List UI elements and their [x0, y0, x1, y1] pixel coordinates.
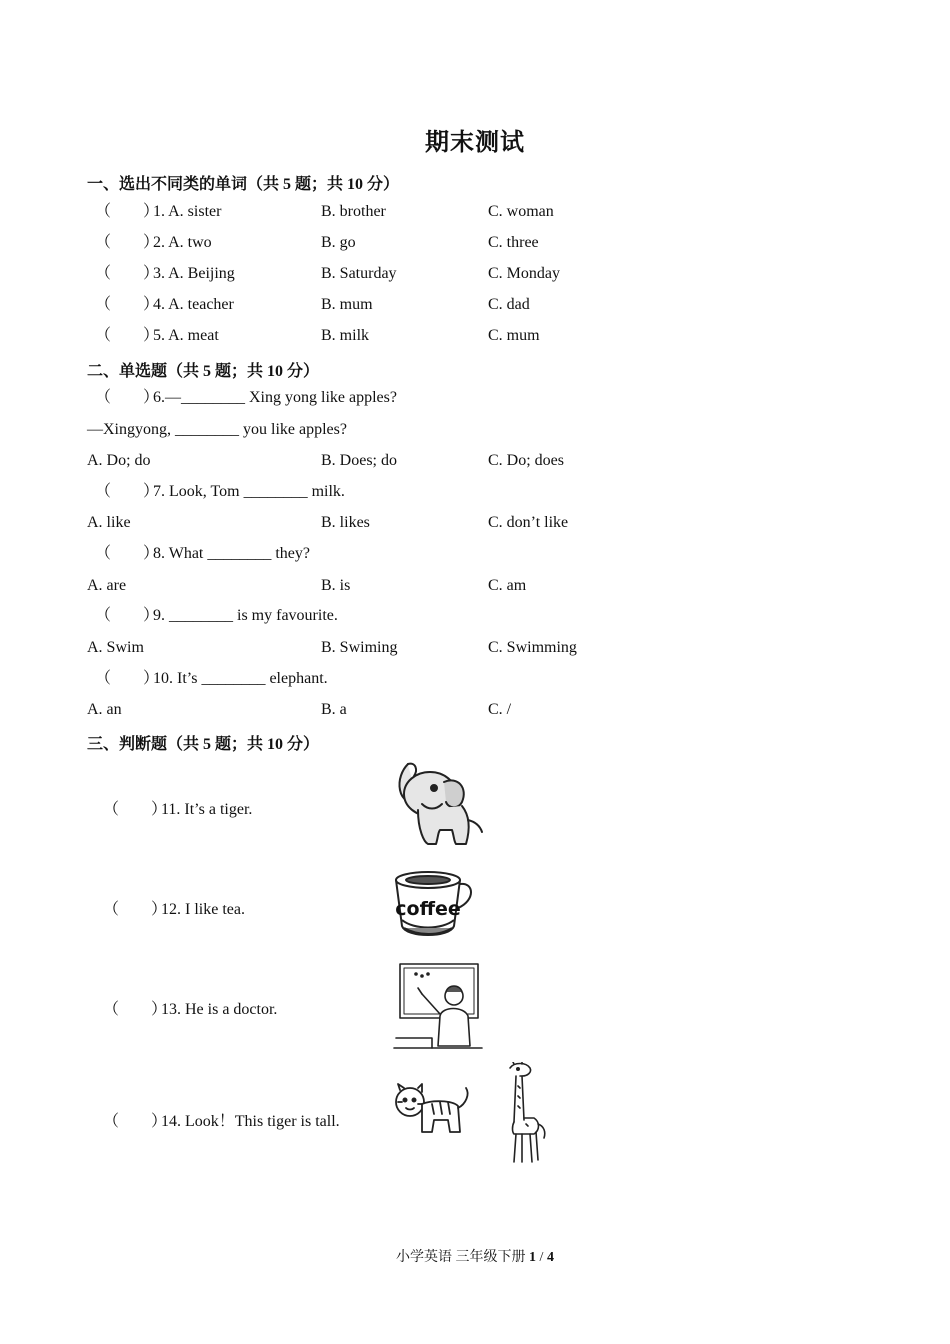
question-row: [87, 293, 867, 317]
option-b: B. mum: [321, 296, 373, 313]
footer-page-number: 1: [529, 1250, 537, 1265]
answer-blank: （ ）: [95, 483, 160, 500]
footer-page-total: 4: [546, 1250, 554, 1265]
judge-item: [103, 896, 245, 919]
coffee-cup-picture-icon: [390, 868, 476, 944]
page-title: 期末测试: [425, 130, 525, 156]
option-c: C. Do; does: [488, 452, 564, 469]
options-row: [87, 511, 867, 535]
option-c: C. Swimming: [488, 639, 577, 656]
option-b: B. Swiming: [321, 639, 398, 656]
question-stem-row: [87, 667, 867, 691]
option-b: B. likes: [321, 514, 370, 531]
answer-blank: （ ）: [95, 607, 160, 624]
answer-blank: （ ）: [103, 1113, 168, 1130]
option-a: 3. A. Beijing: [153, 265, 235, 282]
answer-blank: （ ）: [103, 1001, 168, 1018]
option-a: A. are: [87, 577, 127, 594]
answer-blank: （ ）: [95, 234, 160, 251]
answer-blank: （ ）: [103, 901, 168, 918]
question-stem-row: [87, 480, 867, 504]
section2-heading: 二、单选题（共 5 题；共 10 分）: [87, 363, 320, 380]
tiger-picture-icon: [392, 1080, 474, 1140]
answer-blank: （ ）: [95, 545, 160, 562]
options-row: [87, 574, 867, 598]
judge-text: 14. Look！This tiger is tall.: [161, 1113, 340, 1130]
judge-text: 13. He is a doctor.: [161, 1001, 278, 1018]
question-stem-row: [87, 418, 867, 442]
question-stem-line2: —Xingyong, ________ you like apples?: [87, 421, 347, 438]
option-b: B. milk: [321, 327, 370, 344]
giraffe-picture-icon: [500, 1062, 548, 1166]
section1-heading: 一、选出不同类的单词（共 5 题；共 10 分）: [87, 176, 400, 193]
answer-blank: （ ）: [103, 801, 168, 818]
judge-text: 11. It’s a tiger.: [161, 801, 253, 818]
page-footer: [0, 1246, 950, 1266]
question-stem-row: [87, 542, 867, 566]
question-stem: 6.—________ Xing yong like apples?: [153, 389, 397, 406]
footer-text: 小学英语 三年级下册: [396, 1250, 526, 1265]
section3-heading: 三、判断题（共 5 题；共 10 分）: [87, 736, 320, 753]
elephant-picture-icon: [388, 760, 488, 852]
option-c: C. don’t like: [488, 514, 569, 531]
option-c: C. Monday: [488, 265, 560, 282]
option-c: C. dad: [488, 296, 530, 313]
answer-blank: （ ）: [95, 265, 160, 282]
judge-item: [103, 1108, 340, 1131]
option-b: B. Saturday: [321, 265, 397, 282]
teacher-picture-icon: [392, 958, 484, 1050]
option-b: B. a: [321, 701, 347, 718]
question-row: [87, 324, 867, 348]
option-c: C. three: [488, 234, 539, 251]
question-stem-row: [87, 386, 867, 410]
option-c: C. /: [488, 701, 512, 718]
option-a: A. Swim: [87, 639, 144, 656]
option-b: B. brother: [321, 203, 386, 220]
judge-item: [103, 996, 277, 1019]
judge-text: 12. I like tea.: [161, 901, 245, 918]
option-c: C. woman: [488, 203, 554, 220]
option-a: 4. A. teacher: [153, 296, 234, 313]
answer-blank: （ ）: [95, 389, 160, 406]
question-stem: 10. It’s ________ elephant.: [153, 670, 328, 687]
question-row: [87, 231, 867, 255]
option-b: B. is: [321, 577, 351, 594]
question-stem: 9. ________ is my favourite.: [153, 607, 338, 624]
option-c: C. mum: [488, 327, 540, 344]
question-stem: 8. What ________ they?: [153, 545, 311, 562]
option-b: B. Does; do: [321, 452, 397, 469]
options-row: [87, 698, 867, 722]
options-row: [87, 449, 867, 473]
question-stem-row: [87, 604, 867, 628]
answer-blank: （ ）: [95, 670, 160, 687]
question-row: [87, 200, 867, 224]
option-c: C. am: [488, 577, 527, 594]
options-row: [87, 636, 867, 660]
option-a: A. an: [87, 701, 122, 718]
answer-blank: （ ）: [95, 327, 160, 344]
question-row: [87, 262, 867, 286]
judge-item: [103, 796, 252, 819]
option-b: B. go: [321, 234, 356, 251]
option-a: 5. A. meat: [153, 327, 219, 344]
question-stem: 7. Look, Tom ________ milk.: [153, 483, 345, 500]
answer-blank: （ ）: [95, 296, 160, 313]
option-a: A. like: [87, 514, 131, 531]
answer-blank: （ ）: [95, 203, 160, 220]
option-a: 1. A. sister: [153, 203, 222, 220]
option-a: 2. A. two: [153, 234, 212, 251]
footer-separator: /: [539, 1250, 544, 1265]
coffee-label: coffee: [395, 898, 461, 920]
option-a: A. Do; do: [87, 452, 151, 469]
